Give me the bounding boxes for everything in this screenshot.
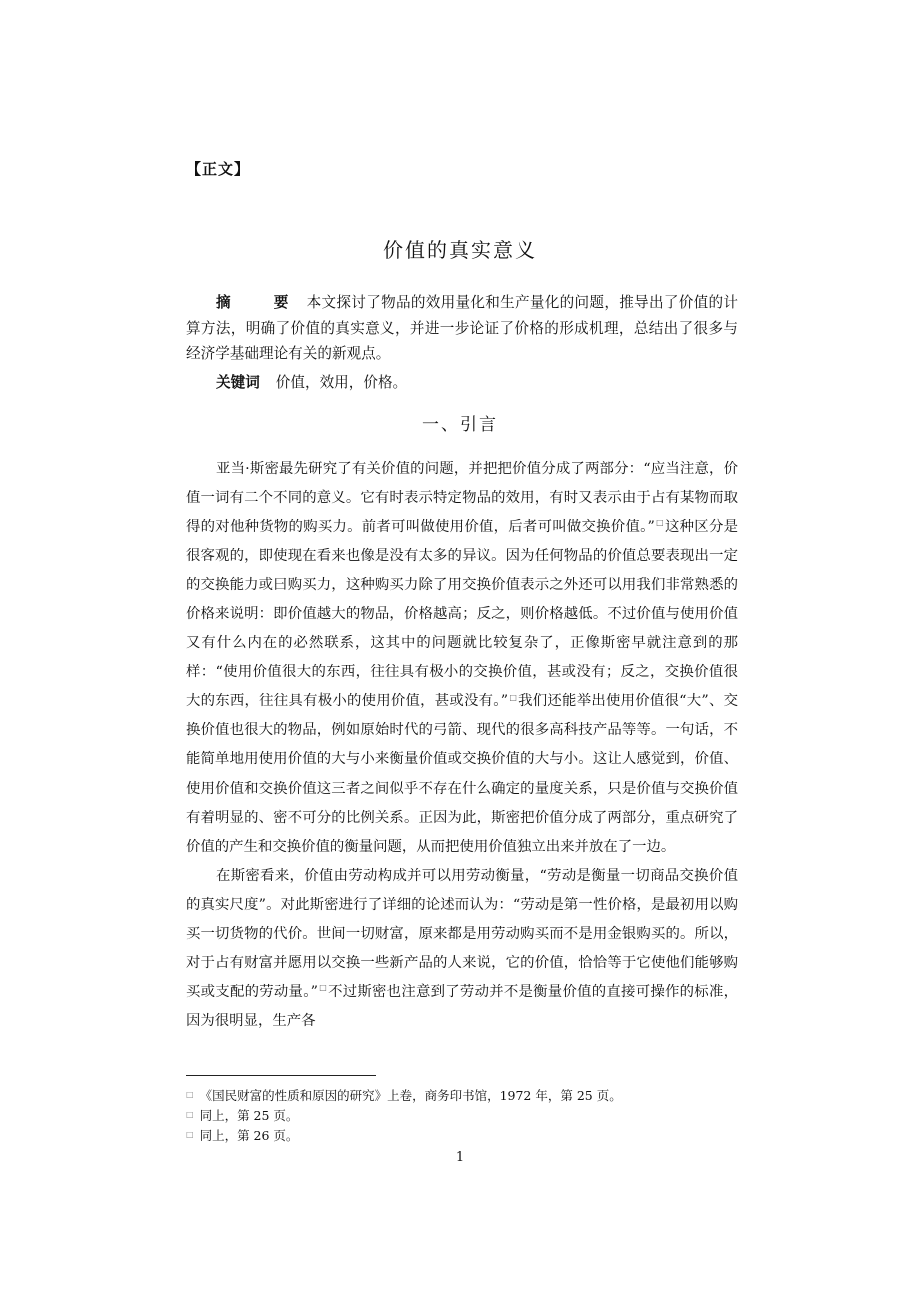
keywords (186, 370, 738, 395)
abstract-label: 摘 要 (216, 294, 303, 311)
abstract-text: 本文探讨了物品的效用量化和生产量化的问题，推导出了价值的计算方法，明确了价值的真实意义，并进一步论证了价格的形成机理，总结出了很多与经济学基础理论有关的新观点。 (186, 294, 738, 362)
footnote-mark: □ (186, 1090, 194, 1099)
footnote-divider (186, 1075, 376, 1076)
footnote-mark: □ (186, 1130, 194, 1139)
paragraph-text: 在斯密看来，价值由劳动构成并可以用劳动衡量，“劳动是衡量一切商品交换价值的真实尺度”。对此斯密进行了详细的论述而认为：“劳动是第一性价格，是最初用以购买一切货物的代价。世间一切财富，原来都是用劳动购买而不是用金银购买的。所以，对于占有财富并愿用以交换一些新产品的人来说，它的价值，恰恰等于它使他们能够购买或支配的劳动量。” (186, 867, 738, 1000)
keywords-label: 关键词 (216, 374, 260, 391)
paragraph-text: 这种区分是很客观的，即使现在看来也像是没有太多的异议。因为任何物品的价值总要表现出一定的交换能力或曰购买力，这种购买力除了用交换价值表示之外还可以用我们非常熟悉的价格来说明：即价值越大的物品，价格越高；反之，则价格越低。不过价值与使用价值又有什么内在的必然联系，这其中的问题就比较复杂了，正像斯密早就注意到的那样：“使用价值很大的东西，往往具有极小的交换价值，甚或没有；反之，交换价值很大的东西，往往具有极小的使用价值，甚或没有。” (186, 519, 738, 710)
page-number: 1 (455, 1150, 465, 1165)
section-bracket-label: 【正文】 (186, 160, 251, 178)
footnote-text: 《国民财富的性质和原因的研究》上卷，商务印书馆，1972 年，第 25 页。 (199, 1088, 622, 1103)
paragraph-1 (186, 455, 738, 862)
footnote-ref[interactable]: □ (319, 983, 328, 993)
footnote-item (186, 1085, 746, 1105)
footnote-mark: □ (186, 1110, 194, 1119)
footnote-item (186, 1125, 746, 1145)
paragraph-text: 亚当·斯密最先研究了有关价值的问题，并把把价值分成了两部分：“应当注意，价值一词有二个不同的意义。它有时表示特定物品的效用，有时又表示由于占有某物而取得的对他种货物的购买力。前者可叫做使用价值，后者可叫做交换价值。” (186, 461, 738, 536)
footnote-text: 同上，第 25 页。 (199, 1108, 299, 1123)
footnote-ref[interactable]: □ (655, 518, 664, 528)
keywords-text: 价值，效用，价格。 (275, 374, 408, 391)
paragraph-text: 不过斯密也注意到了劳动并不是衡量价值的直接可操作的标准，因为很明显，生产各 (186, 983, 738, 1029)
paragraph-text: 我们还能举出使用价值很“大”、交换价值也很大的物品，例如原始时代的弓箭、现代的很多高科技产品等等。一句话，不能简单地用使用价值的大与小来衡量价值或交换价值的大与小。这让人感觉到，价值、使用价值和交换价值这三者之间似乎不存在什么确定的量度关系，只是价值与交换价值有着明显的、密不可分的比例关系。正因为此，斯密把价值分成了两部分，重点研究了价值的产生和交换价值的衡量问题，从而把使用价值独立出来并放在了一边。 (186, 693, 738, 855)
abstract (186, 290, 738, 367)
body-text (186, 455, 738, 1036)
section-heading: 一、引言 (422, 415, 498, 435)
footnote-item (186, 1105, 746, 1125)
footnote-text: 同上，第 26 页。 (199, 1128, 299, 1143)
footnote-ref[interactable]: □ (509, 692, 518, 702)
page-title: 价值的真实意义 (383, 238, 537, 262)
footnotes (186, 1085, 746, 1145)
paragraph-2 (186, 862, 738, 1036)
